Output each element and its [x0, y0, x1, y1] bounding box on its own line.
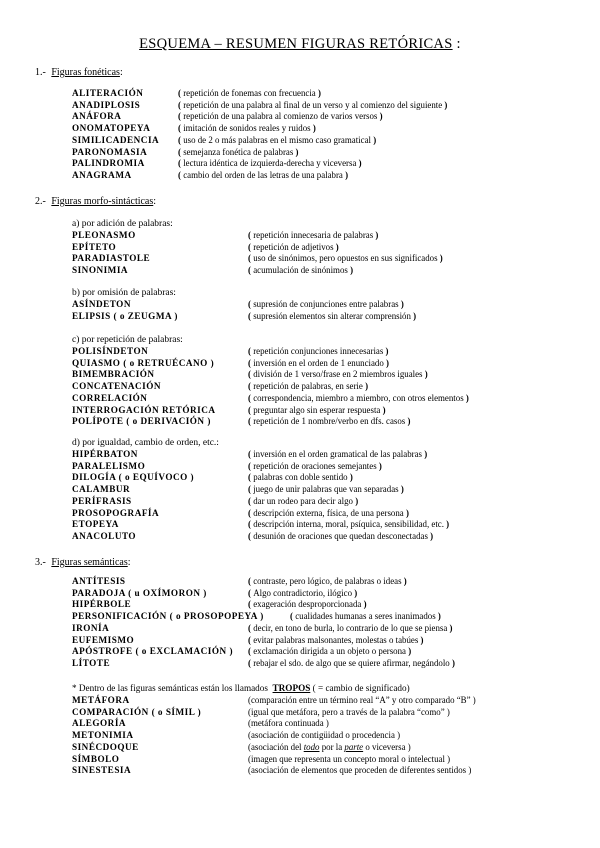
close-paren: )	[383, 346, 389, 356]
figure-term: ELIPSIS ( o ZEUGMA )	[72, 310, 178, 321]
open-paren: (	[248, 495, 254, 506]
figure-term: SINESTESIA	[72, 765, 132, 776]
close-paren: )	[370, 134, 377, 145]
figure-definition	[248, 519, 449, 529]
close-paren: )	[376, 460, 382, 471]
open-paren: (	[178, 169, 184, 180]
figure-definition	[248, 230, 378, 240]
definition-text: Algo contradictorio, ilógico	[253, 587, 353, 598]
figure-definition	[248, 461, 382, 471]
figure-term: PROSOPOGRAFÍA	[72, 507, 160, 518]
figure-term: COMPARACIÓN ( o SÍMIL )	[72, 706, 202, 717]
figure-term: ANACOLUTO	[72, 530, 137, 541]
close-paren: )	[405, 416, 411, 427]
definition-text: repetición de fonemas con frecuencia	[183, 88, 316, 98]
figure-term: PARONOMASIA	[72, 146, 148, 157]
open-paren: (	[248, 730, 251, 741]
open-paren: (	[248, 695, 251, 705]
figure-term: PARADOJA ( u OXÍMORON )	[72, 587, 207, 598]
open-paren: (	[248, 416, 254, 427]
close-paren: )	[356, 158, 362, 169]
figure-term: METONIMIA	[72, 730, 134, 741]
definition-text: repetición de adjetivos	[253, 241, 334, 252]
open-paren: (	[248, 622, 254, 633]
page-title: ESQUEMA – RESUMEN FIGURAS RETÓRICAS :	[139, 36, 461, 52]
figure-term: PARADIASTOLE	[72, 253, 151, 264]
figure-definition	[248, 635, 424, 645]
close-paren: )	[310, 123, 316, 134]
definition-text: repetición de palabras, en serie	[253, 381, 363, 392]
figure-term: HIPÉRBOLE	[72, 599, 132, 610]
open-paren: (	[248, 530, 254, 541]
definition-text: decir, en tono de burla, lo contrario de lo que se piensa	[253, 622, 448, 633]
close-paren: )	[447, 622, 453, 633]
close-paren: )	[383, 357, 389, 368]
figure-term: ASÍNDETON	[72, 299, 131, 309]
close-paren: )	[403, 507, 409, 518]
figure-term: INTERROGACIÓN RETÓRICA	[72, 404, 216, 415]
open-paren: (	[178, 146, 184, 157]
figure-term: CONCATENACIÓN	[72, 381, 162, 392]
open-paren: (	[178, 158, 184, 169]
figure-term: POLÍPOTE ( o DERIVACIÓN )	[72, 416, 211, 427]
open-paren: (	[290, 611, 296, 622]
figure-definition	[178, 88, 321, 98]
open-paren: (	[248, 576, 254, 586]
figure-term: HIPÉRBATON	[72, 449, 138, 459]
definition-text: exageración desproporcionada	[253, 599, 362, 610]
open-paren: (	[178, 134, 184, 145]
definition-text: metáfora continuada	[250, 718, 324, 729]
definition-part: por la	[321, 741, 343, 752]
open-paren: (	[248, 449, 254, 459]
close-paren: )	[444, 706, 450, 717]
definition-text: imitación de sonidos reales y ruidos	[183, 123, 311, 134]
figure-definition	[178, 111, 383, 121]
figure-term: ETOPEYA	[72, 519, 119, 530]
definition-text: dar un rodeo para decir algo	[253, 495, 353, 506]
open-paren: (	[178, 123, 184, 134]
close-paren: )	[405, 741, 411, 752]
open-paren: (	[248, 472, 254, 483]
figure-definition	[248, 449, 427, 459]
close-paren: )	[422, 449, 428, 459]
close-paren: )	[401, 576, 407, 586]
figure-definition	[248, 346, 389, 356]
close-paren: )	[405, 646, 412, 657]
figure-term: ANTÍTESIS	[72, 576, 126, 586]
figure-definition	[178, 135, 376, 145]
figure-definition	[248, 742, 411, 752]
open-paren: (	[248, 241, 254, 252]
definition-text: repetición conjunciones innecesarias	[253, 346, 384, 356]
close-paren: )	[418, 634, 424, 645]
open-paren: (	[248, 753, 251, 764]
definition-part: asociación del	[250, 741, 302, 752]
close-paren: )	[443, 519, 450, 530]
open-paren: (	[248, 519, 254, 530]
figure-definition	[248, 695, 476, 705]
figure-definition	[248, 707, 450, 717]
open-paren: (	[248, 718, 251, 729]
figure-definition	[248, 484, 404, 494]
figure-definition	[248, 531, 433, 541]
definition-text: rebajar el sdo. de algo que se quiere afirmar, negándolo	[253, 657, 450, 668]
close-paren: )	[410, 310, 417, 321]
definition-text: uso de sinónimos, pero opuestos en sus significados	[253, 253, 438, 264]
figure-term: BIMEMBRACIÓN	[72, 369, 155, 380]
definition-text: lectura idéntica de izquierda-derecha y viceversa	[183, 158, 357, 169]
open-paren: (	[248, 657, 254, 668]
figure-term: CORRELACIÓN	[72, 392, 148, 403]
figure-definition	[248, 242, 339, 252]
subgroup-heading: c) por repetición de palabras:	[72, 335, 183, 345]
figure-term: DILOGÍA ( o EQUÍVOCO )	[72, 472, 195, 483]
definition-text: repetición de oraciones semejantes	[253, 460, 377, 471]
figure-definition	[248, 765, 471, 775]
open-paren: (	[248, 357, 254, 368]
figure-term: SÍMBOLO	[72, 753, 120, 764]
open-paren: (	[248, 646, 254, 657]
close-paren: )	[373, 230, 379, 240]
open-paren: (	[248, 230, 254, 240]
definition-text: desunión de oraciones que quedan desconectadas	[253, 530, 428, 541]
close-paren: )	[347, 265, 354, 276]
figure-definition	[248, 358, 389, 368]
tropos-note: * Dentro de las figuras semánticas están los llamados TROPOS ( = cambio de significado)	[72, 683, 410, 693]
definition-text: repetición de una palabra al final de un verso y al comienzo del siguiente	[183, 99, 443, 110]
definition-part: o viceversa	[365, 741, 406, 752]
close-paren: )	[422, 369, 428, 380]
definition-text: evitar palabras malsonantes, molestas o tabúes	[253, 634, 419, 645]
section-heading-semanticas: 3.- Figuras semánticas:	[35, 557, 131, 568]
definition-part: todo	[303, 741, 320, 752]
open-paren: (	[248, 404, 254, 415]
open-paren: (	[248, 599, 254, 610]
open-paren: (	[248, 381, 254, 392]
figure-definition	[178, 170, 348, 180]
figure-term: ALEGORÍA	[72, 718, 127, 729]
figure-definition	[178, 147, 299, 157]
figure-definition	[248, 311, 416, 321]
definition-text: repetición de 1 nombre/verbo en dfs. casos	[253, 416, 406, 427]
close-paren: )	[398, 299, 404, 309]
subgroup-heading: b) por omisión de palabras:	[72, 288, 176, 298]
definition-part: parte	[344, 741, 364, 752]
definition-text: asociación de elementos que proceden de diferentes sentidos	[250, 765, 467, 776]
open-paren: (	[248, 460, 254, 471]
close-paren: )	[352, 495, 359, 506]
section-heading-foneticas: 1.- Figuras fonéticas:	[35, 67, 123, 78]
figure-definition	[178, 123, 316, 133]
figure-definition	[248, 496, 358, 506]
open-paren: (	[248, 634, 254, 645]
definition-text: uso de 2 o más palabras en el mismo caso gramatical	[183, 134, 371, 145]
figure-definition	[248, 253, 443, 263]
figure-definition	[248, 754, 450, 764]
definition-text: repetición de una palabra al comienzo de varios versos	[183, 111, 378, 122]
open-paren: (	[178, 99, 184, 110]
close-paren: )	[342, 169, 349, 180]
open-paren: (	[248, 706, 251, 717]
definition-text: comparación entre un término real “A” y otro comparado “B”	[250, 695, 471, 705]
definition-text: preguntar algo sin esperar respuesta	[253, 404, 381, 415]
close-paren: )	[437, 253, 443, 264]
figure-term: PARALELISMO	[72, 460, 146, 471]
definition-text: acumulación de sinónimos	[253, 265, 348, 276]
open-paren: (	[248, 253, 254, 264]
close-paren: )	[380, 404, 386, 415]
definition-text: descripción externa, física, de una persona	[253, 507, 404, 518]
figure-term: PLEONASMO	[72, 230, 136, 240]
close-paren: )	[362, 381, 369, 392]
close-paren: )	[398, 484, 404, 495]
open-paren: (	[248, 741, 251, 752]
open-paren: (	[248, 587, 254, 598]
figure-definition	[248, 393, 469, 403]
figure-term: METÁFORA	[72, 695, 130, 705]
open-paren: (	[248, 265, 254, 276]
figure-definition	[178, 158, 362, 168]
close-paren: )	[427, 530, 434, 541]
definition-text: supresión elementos sin alterar comprensión	[253, 310, 411, 321]
open-paren: (	[248, 299, 254, 309]
close-paren: )	[377, 111, 383, 122]
figure-definition	[248, 265, 353, 275]
close-paren: )	[315, 88, 321, 98]
figure-term: QUIASMO ( o RETRUÉCANO )	[72, 357, 215, 368]
definition-text: supresión de conjunciones entre palabras	[253, 299, 399, 309]
figure-term: ONOMATOPEYA	[72, 123, 151, 134]
close-paren: )	[352, 587, 358, 598]
close-paren: )	[293, 146, 299, 157]
figure-definition	[248, 405, 386, 415]
figure-term: ANAGRAMA	[72, 169, 132, 180]
figure-definition	[248, 508, 409, 518]
figure-definition	[248, 730, 400, 740]
figure-term: SINONIMIA	[72, 265, 129, 276]
figure-term: APÓSTROFE ( o EXCLAMACIÓN )	[72, 646, 234, 657]
definition-text: repetición innecesaria de palabras	[253, 230, 374, 240]
figure-term: PERSONIFICACIÓN ( o PROSOPOPEYA )	[72, 611, 264, 622]
open-paren: (	[248, 310, 254, 321]
figure-definition	[248, 623, 452, 633]
figure-term: PALINDROMIA	[72, 158, 145, 169]
open-paren: (	[178, 88, 184, 98]
definition-text: cualidades humanas a seres inanimados	[295, 611, 436, 622]
close-paren: )	[463, 392, 469, 403]
figure-definition	[178, 100, 447, 110]
figure-definition	[248, 472, 353, 482]
definition-text: asociación de contigüidad o procedencia	[250, 730, 395, 741]
close-paren: )	[444, 753, 451, 764]
subgroup-heading: a) por adición de palabras:	[72, 219, 173, 229]
definition-text: juego de unir palabras que van separadas	[253, 484, 399, 495]
close-paren: )	[394, 730, 401, 741]
figure-definition	[248, 599, 367, 609]
figure-definition	[248, 369, 428, 379]
figure-definition	[248, 299, 404, 309]
figure-definition	[290, 611, 441, 621]
section-heading-morfosintacticas: 2.- Figuras morfo-sintácticas:	[35, 196, 157, 207]
close-paren: )	[470, 695, 476, 705]
open-paren: (	[248, 507, 254, 518]
figure-term: SINÉCDOQUE	[72, 741, 139, 752]
figure-term: CALAMBUR	[72, 484, 131, 495]
close-paren: )	[466, 765, 472, 776]
figure-term: EUFEMISMO	[72, 634, 135, 645]
figure-definition	[248, 718, 329, 728]
close-paren: )	[435, 611, 441, 622]
close-paren: )	[323, 718, 329, 729]
figure-term: IRONÍA	[72, 622, 110, 633]
close-paren: )	[442, 99, 448, 110]
tropos-label: TROPOS	[272, 683, 311, 693]
figure-definition	[248, 646, 411, 656]
subgroup-heading: d) por igualdad, cambio de orden, etc.:	[72, 438, 219, 448]
definition-text: cambio del orden de las letras de una palabra	[183, 169, 343, 180]
definition-text: palabras con doble sentido	[253, 472, 348, 483]
open-paren: (	[248, 392, 254, 403]
open-paren: (	[248, 369, 254, 380]
figure-definition	[248, 381, 368, 391]
definition-text: contraste, pero lógico, de palabras o ideas	[253, 576, 402, 586]
figure-definition	[248, 576, 407, 586]
definition-text: semejanza fonética de palabras	[183, 146, 294, 157]
definition-text: igual que metáfora, pero a través de la palabra “como”	[250, 706, 445, 717]
open-paren: (	[248, 765, 251, 776]
open-paren: (	[248, 484, 254, 495]
open-paren: (	[178, 111, 184, 122]
close-paren: )	[347, 472, 353, 483]
figure-term: ANADIPLOSIS	[72, 99, 141, 110]
figure-term: ANÁFORA	[72, 111, 122, 122]
definition-text: división de 1 verso/frase en 2 miembros iguales	[253, 369, 423, 380]
figure-term: EPÍTETO	[72, 241, 117, 252]
close-paren: )	[333, 241, 339, 252]
figure-definition	[248, 658, 455, 668]
definition-text: inversión en el orden de 1 enunciado	[253, 357, 384, 368]
figure-term: LÍTOTE	[72, 657, 111, 668]
definition-text: exclamación dirigida a un objeto o persona	[253, 646, 406, 657]
definition-text: descripción interna, moral, psíquica, sensibilidad, etc.	[253, 519, 444, 530]
figure-definition	[248, 588, 357, 598]
close-paren: )	[449, 657, 455, 668]
definition-text: inversión en el orden gramatical de las palabras	[253, 449, 422, 459]
figure-term: PERÍFRASIS	[72, 495, 132, 506]
figure-term: ALITERACIÓN	[72, 88, 144, 98]
open-paren: (	[248, 346, 254, 356]
definition-text: correspondencia, miembro a miembro, con otros elementos	[253, 392, 464, 403]
figure-definition	[248, 416, 410, 426]
definition-text: imagen que representa un concepto moral o intelectual	[250, 753, 445, 764]
figure-term: POLISÍNDETON	[72, 346, 149, 356]
close-paren: )	[361, 599, 367, 610]
figure-term: SIMILICADENCIA	[72, 134, 160, 145]
